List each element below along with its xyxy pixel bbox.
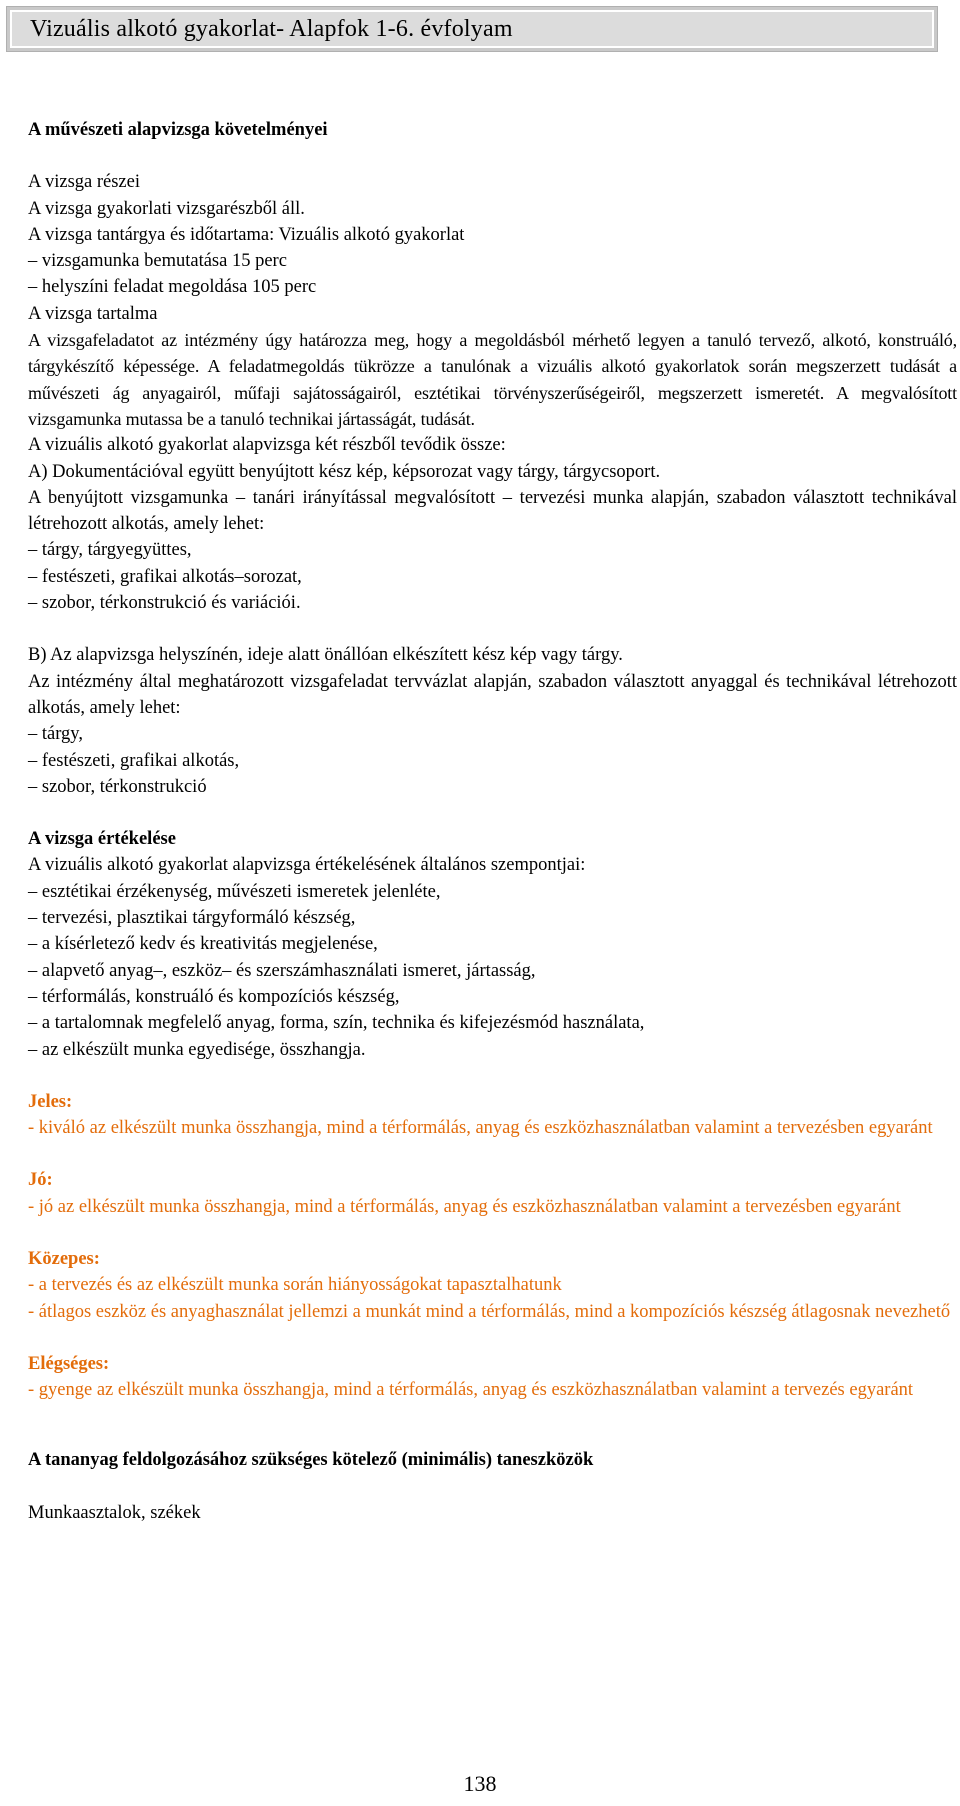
grade-description: - gyenge az elkészült munka összhangja, mind a térformálás, anyag és eszközhasználatban valamint a tervezés egyaránt	[28, 1380, 914, 1401]
spacer	[28, 1063, 958, 1089]
list-item: – festészeti, grafikai alkotás,	[28, 750, 240, 771]
exam-line: A vizsga tartalma	[28, 303, 158, 324]
grade-description: - átlagos eszköz és anyaghasználat jellemzi a munkát mind a térformálás, mind a kompozíciós készség átlagosnak nevezhető	[28, 1301, 951, 1322]
page-header	[6, 6, 938, 52]
list-item: – festészeti, grafikai alkotás–sorozat,	[28, 566, 302, 587]
list-item: – a tartalomnak megfelelő anyag, forma, szín, technika és kifejezésmód használata,	[28, 1013, 645, 1034]
list-item: – tárgy,	[28, 724, 83, 745]
page-number: 138	[463, 1771, 497, 1796]
tools-text: Munkaasztalok, székek	[28, 1502, 201, 1523]
section-heading-tools: A tananyag feldolgozásához szükséges kötelező (minimális) taneszközök	[28, 1450, 594, 1471]
list-item: – az elkészült munka egyedisége, összhangja.	[28, 1039, 366, 1060]
grade-title-jeles: Jeles:	[28, 1091, 73, 1112]
grade-description: - a tervezés és az elkészült munka során hiányosságokat tapasztalhatunk	[28, 1275, 562, 1296]
spacer	[28, 1474, 958, 1500]
spacer	[28, 1325, 958, 1351]
spacer	[28, 143, 958, 169]
evaluation-intro: A vizuális alkotó gyakorlat alapvizsga értékelésének általános szempontjai:	[28, 855, 586, 876]
spacer	[28, 616, 958, 642]
exam-part-a-description: A benyújtott vizsgamunka – tanári irányítással megvalósított – tervezési munka alapján, szabadon választott technikával létrehozott alkotás, amely lehet:	[28, 487, 957, 535]
grade-description: - jó az elkészült munka összhangja, mind a térformálás, anyag és eszközhasználatban valamint a tervezésben egyaránt	[28, 1196, 901, 1217]
exam-line: A vizsga gyakorlati vizsgarészből áll.	[28, 198, 305, 219]
grade-title-elegseges: Elégséges:	[28, 1353, 110, 1374]
grade-description: - kiváló az elkészült munka összhangja, mind a térformálás, anyag és eszközhasználatban valamint a tervezésben egyaránt	[28, 1118, 933, 1139]
document-body	[28, 117, 958, 1526]
grade-title-kozepes: Közepes:	[28, 1248, 100, 1269]
list-item: – a kísérletező kedv és kreativitás megjelenése,	[28, 934, 378, 955]
exam-line: – helyszíni feladat megoldása 105 perc	[28, 277, 317, 298]
exam-parts-intro: A vizuális alkotó gyakorlat alapvizsga két részből tevődik össze:	[28, 435, 506, 456]
spacer	[28, 1141, 958, 1167]
spacer	[28, 1403, 958, 1447]
list-item: – alapvető anyag–, eszköz– és szerszámhasználati ismeret, jártasság,	[28, 960, 536, 981]
section-heading-evaluation: A vizsga értékelése	[28, 829, 176, 850]
list-item: – esztétikai érzékenység, művészeti ismeretek jelenléte,	[28, 881, 441, 902]
exam-line: A vizsga részei	[28, 172, 140, 193]
list-item: – tárgy, tárgyegyüttes,	[28, 540, 192, 561]
exam-line: A vizsga tantárgya és időtartama: Vizuális alkotó gyakorlat	[28, 224, 465, 245]
page-header-title: Vizuális alkotó gyakorlat- Alapfok 1-6. évfolyam	[10, 10, 934, 48]
list-item: – szobor, térkonstrukció és variációi.	[28, 593, 301, 614]
grade-title-jo: Jó:	[28, 1170, 53, 1191]
exam-part-b: B) Az alapvizsga helyszínén, ideje alatt önállóan elkészített kész kép vagy tárgy.	[28, 645, 623, 666]
list-item: – tervezési, plasztikai tárgyformáló készség,	[28, 908, 356, 929]
exam-part-a: A) Dokumentációval együtt benyújtott kész kép, képsorozat vagy tárgy, tárgycsoport.	[28, 461, 661, 482]
list-item: – térformálás, konstruáló és kompozíciós készség,	[28, 986, 400, 1007]
exam-line: – vizsgamunka bemutatása 15 perc	[28, 251, 287, 272]
spacer	[28, 800, 958, 826]
list-item: – szobor, térkonstrukció	[28, 776, 207, 797]
section-heading-requirements: A művészeti alapvizsga követelményei	[28, 120, 328, 140]
exam-part-b-description: Az intézmény által meghatározott vizsgafeladat tervvázlat alapján, szabadon választott anyaggal és technikával létrehozott alkotás, amely lehet:	[28, 671, 957, 718]
spacer	[28, 1220, 958, 1246]
exam-content-paragraph: A vizsgafeladatot az intézmény úgy határozza meg, hogy a megoldásból mérhető legyen a tanuló tervező, alkotó, konstruáló, tárgykészítő képessége. A feladatmegoldás tükrözze a tanulónak a vizuális alkotó gyakorlatok során megszerzett tudását a művészeti ág anyagairól, műfaji sajátosságairól, esztétikai törvényszerűségeiről, megszerzett ismeretét. A megvalósított vizsgamunka mutassa be a tanuló technikai jártasságát, tudását.	[28, 330, 957, 429]
